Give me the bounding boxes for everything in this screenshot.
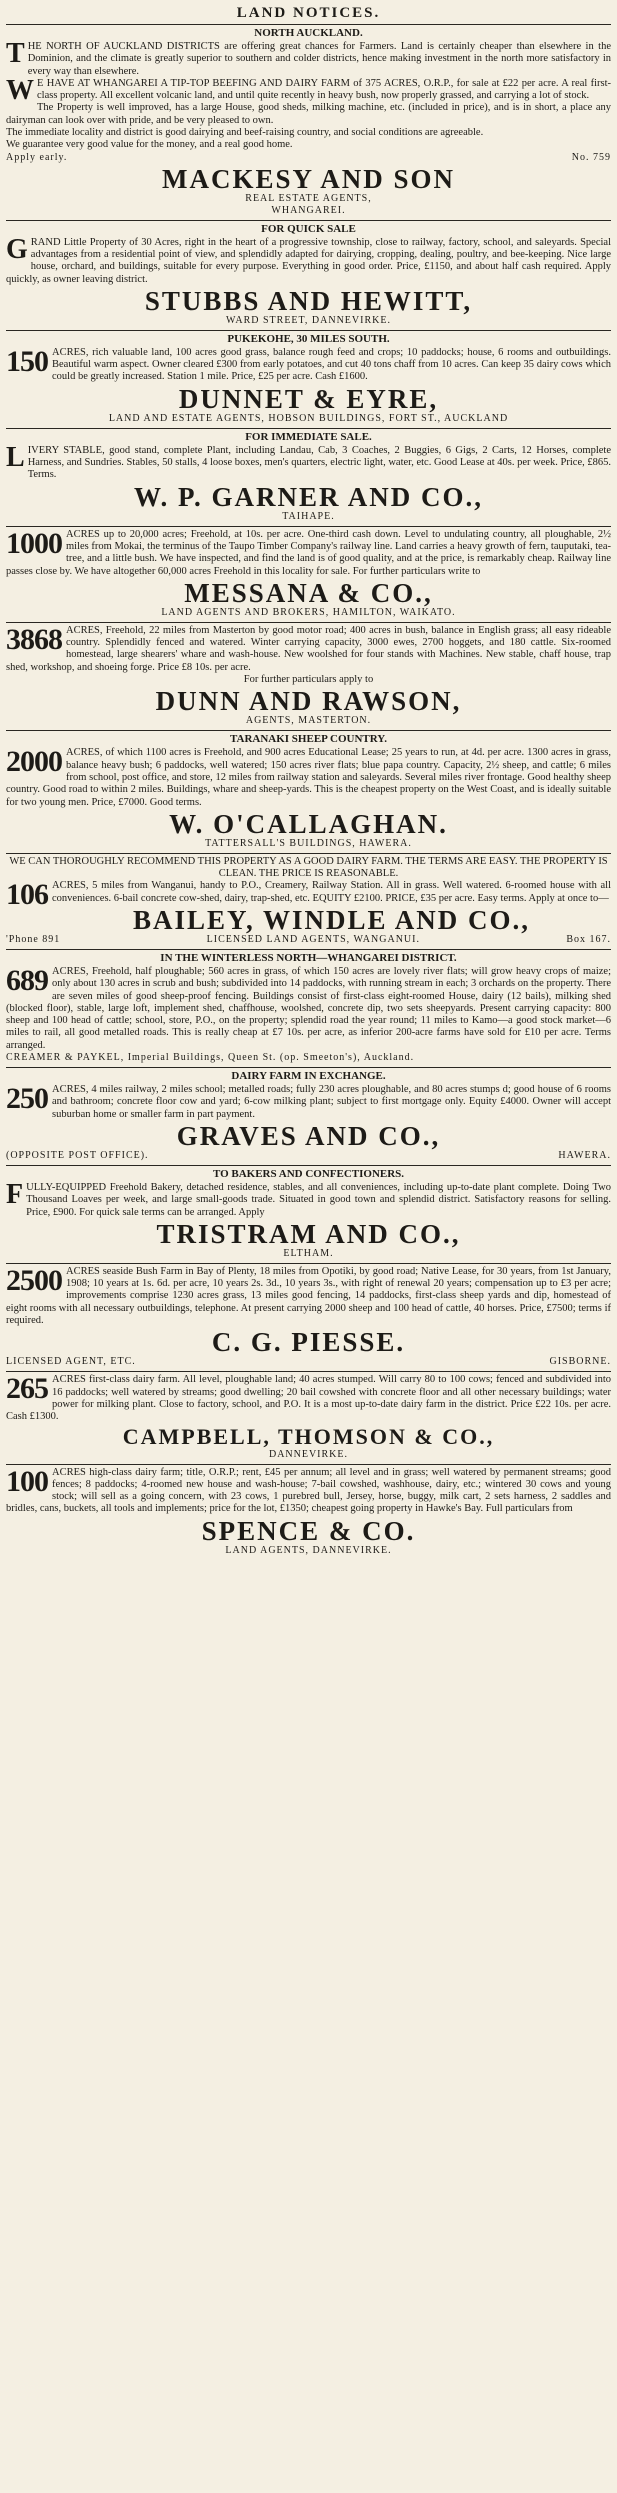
- firm-address-row: [6, 1150, 611, 1162]
- notice-paragraph: THE NORTH OF AUCKLAND DISTRICTS are offering great chances for Farmers. Land is certainly cheaper than elsewhere in the Dominion, and the climate is greatly superior to southern and colder districts, hence making investment in the north more satisfactory in every way than elsewhere.: [6, 38, 611, 77]
- notice-paragraph: ACRES, Freehold, 22 miles from Masterton by good motor road; 400 acres in bush, balance in English grass; all easy rideable country. Splendidly fenced and watered. Winter carrying capacity, 3000 ewes, 2700 hoggets, and 180 cattle. Six-roomed homestead, large shearers' whare and wash-house. New woolshed for four stands with Machines. New stable, chaff house, trap shed, workshop, and shoeing forge. Price £8 10s. per acre.: [6, 624, 611, 673]
- notice-paragraph: WE HAVE AT WHANGAREI A TIP-TOP BEEFING AND DAIRY FARM of 375 ACRES, O.R.P., for sale at £22 per acre. A real first-class property. All excellent volcanic land, and until quite recently in heavy bush, now properly grassed, and carrying a lot of stock.: [6, 74, 611, 106]
- notice-paragraph: WE CAN THOROUGHLY RECOMMEND THIS PROPERTY AS A GOOD DAIRY FARM. THE TERMS ARE EASY. THE PROPERTY IS CLEAN. THE PRICE IS REASONABLE.: [9, 855, 608, 880]
- ref-number: No. 759: [571, 151, 611, 163]
- firm-address: ELTHAM.: [283, 1247, 334, 1259]
- notice-paragraph: ACRES, 5 miles from Wanganui, handy to P.O., Creamery, Railway Station. All in grass. Well watered. 6-roomed house with all conveniences. 6-bail concrete cow-shed, dairy, trap-shed, etc. EQUITY £2100. PRICE, £35 per acre. Easy terms. Apply at once to—: [52, 880, 611, 904]
- firm-town: GISBORNE.: [549, 1356, 611, 1368]
- firm-address: LAND AND ESTATE AGENTS, HOBSON BUILDINGS, FORT ST., AUCKLAND: [108, 412, 509, 424]
- notice-dairy-exchange: [6, 1070, 611, 1162]
- notice-paragraph: The Property is well improved, has a large House, good sheds, milking machine, etc. (included in price), and is in short, a place any dairyman can look over with pride, and be very pleased to own.: [6, 102, 611, 126]
- firm-address-row: [6, 934, 611, 946]
- notice-paragraph: ACRES, of which 1100 acres is Freehold, and 900 acres Educational Lease; 25 years to run, at 4d. per acre. 1300 acres in grass, balance heavy bush; 6 paddocks, well watered; 150 acres river flats; blue papa country. Capacity, 2½ sheep, and cattle; 6 miles from school, post office, and store, 12 miles from railway station and saleyards. Several miles river frontage. Good healthy sheep country. Good road to within 2 miles. Buildings, whare and sheep-yards. This is the cheapest property on the West Coast, and is ideally suitable for two young men. Price, £7000. Good terms.: [6, 747, 611, 808]
- firm-address: TAIHAPE.: [282, 510, 335, 522]
- notice-livery-stable: [6, 431, 611, 523]
- acreage-number: 100: [6, 1464, 48, 1498]
- acreage-number: 1000: [6, 526, 62, 560]
- notice-paragraph: We guarantee very good value for the money, and a real good home.: [6, 139, 293, 151]
- notice-mokai: [6, 526, 611, 619]
- notice-divider: [6, 220, 611, 221]
- notice-divider: [6, 526, 611, 527]
- notice-paragraph: ACRES, 4 miles railway, 2 miles school; metalled roads; fully 230 acres ploughable, and 80 acres stumps d; good house of 6 rooms and bathroom; concrete floor cow and yard; 6-cow milking plant; subject to first mortgage only. Equity £4000. Owner will accept suburban home or smaller farm in part payment.: [52, 1084, 611, 1120]
- acreage-number: 2000: [6, 745, 62, 779]
- notice-paragraph: LIVERY STABLE, good stand, complete Plant, including Landau, Cab, 3 Coaches, 2 Buggies, 6 Gigs, 2 Carts, 12 Horses, complete Harness, and Sundries. Stables, 50 stalls, 4 loose boxes, men's quarters, electric light, water, etc. Good Lease at 40s. per week. Price, £865. Terms.: [6, 441, 611, 481]
- firm-address: WARD STREET, DANNEVIRKE.: [226, 314, 391, 326]
- firm-address-row: [6, 1356, 611, 1368]
- notice-paragraph: ACRES, rich valuable land, 100 acres good grass, balance rough feed and crops; 10 paddocks; house, 6 rooms and outbuildings. Beautiful warm aspect. Owner cleared £300 from early potatoes, and cut 40 tons chaff from 10 acres. Can keep 35 dairy cows which could be greatly increased. Station 1 mile. Price, £25 per acre. Cash £1600.: [52, 346, 611, 383]
- firm-name: CAMPBELL, THOMSON & CO.,: [122, 1423, 495, 1449]
- notice-subtitle: PUKEKOHE, 30 MILES SOUTH.: [227, 332, 390, 345]
- notice-divider: [6, 1263, 611, 1264]
- apply-row: [6, 152, 611, 164]
- notice-north-auckland: [6, 27, 611, 217]
- acreage-number: 250: [6, 1082, 48, 1116]
- notice-paragraph: The immediate locality and district is good dairying and beef-raising country, and social conditions are agreeable.: [6, 127, 484, 139]
- acreage-number: 2500: [6, 1263, 62, 1297]
- firm-address: (OPPOSITE POST OFFICE).: [6, 1149, 149, 1161]
- notice-bay-of-plenty: [6, 1263, 611, 1368]
- firm-name: DUNN AND RAWSON,: [155, 686, 462, 717]
- firm-name: STUBBS AND HEWITT,: [144, 285, 473, 316]
- notice-subtitle: FOR IMMEDIATE SALE.: [245, 430, 372, 443]
- acreage-number: 106: [6, 878, 48, 912]
- firm-name: BAILEY, WINDLE AND CO.,: [132, 904, 531, 935]
- firm-address: LAND AGENTS AND BROKERS, HAMILTON, WAIKATO.: [161, 606, 456, 618]
- box-number: Box 167.: [566, 933, 611, 945]
- notice-divider: [6, 1067, 611, 1068]
- notice-divider: [6, 622, 611, 623]
- notice-subtitle: DAIRY FARM IN EXCHANGE.: [231, 1070, 386, 1083]
- notice-subtitle: NORTH AUCKLAND.: [254, 27, 363, 39]
- notice-paragraph: ACRES high-class dairy farm; title, O.R.P.; rent, £45 per annum; all level and in grass; well watered by permanent streams; good fences; 8 paddocks; 4-roomed new house and wash-house; 7-bail cowshed, washhouse, dairy, etc.; wintered 30 cows and young stock; will sell as a going concern, with 23 cows, 1 purebred bull, Jersey, horse, buggy, milk cart, 2 sets harness, 2 saddles and bridles, cans, buckets, all tools and implements; price for the lot, £1350; cheapest going property in Hawke's Bay. Full particulars from: [6, 1466, 611, 1515]
- notice-paragraph: ACRES, Freehold, half ploughable; 560 acres in grass, of which 150 acres are lovely river flats; will grow heavy crops of maize; only about 130 acres in scrub and bush; subdivided into 14 paddocks, with running stream in each; 3 orchards on the property. There are seven miles of good sheep-proof fencing. Buildings consist of first-class eight-roomed House, dairy (12 bails), milking shed (blocked floor), stable, large loft, implement shed, chaffhouse, woolshed, concrete dip, two sets sheepyards. Present carrying capacity: 800 sheep and 100 head of cattle; school, store, P.O., on the property; splendid road the year round; 11 miles to Kamo—a good stock market—6 miles to rail, all good metalled roads. This is really cheap at £7 10s. per acre, as inferior 200-acre farms have sold for £10 per acre. Terms arranged.: [6, 965, 611, 1051]
- firm-address: LICENSED AGENT, ETC.: [6, 1356, 136, 1368]
- firm-name: GRAVES AND CO.,: [176, 1120, 441, 1151]
- firm-town: HAWERA.: [558, 1149, 611, 1161]
- firm-name: MACKESY AND SON: [161, 163, 456, 194]
- notice-subtitle: TARANAKI SHEEP COUNTRY.: [229, 733, 387, 746]
- notice-divider: [6, 853, 611, 854]
- firm-address: LAND AGENTS, DANNEVIRKE.: [225, 1544, 392, 1556]
- acreage-number: 689: [6, 963, 48, 997]
- firm-name: W. P. GARNER AND CO.,: [133, 481, 484, 512]
- notice-divider: [6, 1165, 611, 1166]
- firm-town: WHANGAREI.: [271, 204, 346, 216]
- firm-name: SPENCE & CO.: [201, 1515, 416, 1546]
- firm-address: REAL ESTATE AGENTS,: [245, 192, 372, 204]
- page-header: LAND NOTICES.: [236, 5, 381, 21]
- notice-bakery: [6, 1168, 611, 1260]
- notice-wanganui: [6, 856, 611, 946]
- notice-divider: [6, 428, 611, 429]
- firm-address: DANNEVIRKE.: [268, 1448, 349, 1460]
- firm-name: W. O'CALLAGHAN.: [169, 808, 448, 839]
- notice-pukekohe: [6, 333, 611, 425]
- notice-paragraph: ACRES first-class dairy farm. All level, ploughable land; 40 acres stumped. Will carry 80 to 100 cows; fenced and subdivided into 16 paddocks; well watered by streams; good dwelling; 20 bail cowshed with concrete floor and all other necessary buildings; water power for milking plant. Close to factory, school, and P.O. It is a most up-to-date dairy farm in the district. Price £22 10s. per acre. Cash £1300.: [6, 1374, 611, 1423]
- acreage-number: 265: [6, 1372, 48, 1406]
- firm-name: DUNNET & EYRE,: [178, 383, 439, 414]
- notice-hawkes-bay: [6, 1464, 611, 1557]
- notice-divider: [6, 949, 611, 950]
- notice-divider: [6, 1371, 611, 1372]
- acreage-number: 3868: [6, 622, 62, 656]
- phone-number: 'Phone 891: [6, 933, 61, 945]
- notice-divider: [6, 1464, 611, 1465]
- newspaper-page: [6, 0, 611, 2489]
- notice-divider: [6, 330, 611, 331]
- firm-address: TATTERSALL'S BUILDINGS, HAWERA.: [205, 837, 412, 849]
- firm-address: AGENTS, MASTERTON.: [245, 715, 372, 727]
- firm-address: LICENSED LAND AGENTS, WANGANUI.: [206, 933, 420, 945]
- notice-subtitle: FOR QUICK SALE: [261, 222, 356, 235]
- notice-paragraph: FULLY-EQUIPPED Freehold Bakery, detached residence, stables, and all conveniences, including up-to-date plant complete. Doing Two Thousand Loaves per week, and large small-goods trade. Situated in good town and splendid district. Satisfactory reasons for selling. Price, £900. For quick sale terms can be arranged. Apply: [6, 1178, 611, 1218]
- notice-paragraph: ACRES seaside Bush Farm in Bay of Plenty, 18 miles from Opotiki, by good road; Native Lease, for 30 years, from 1st January, 1908; 10 years at 1s. 6d. per acre, 10 years 2s. 3d., 10 years 3s., with right of renewal 20 years; compensation up to £3 per acre; improvements comprise 1230 acres grass, 13 miles good fencing, 14 paddocks, first-class sheep yards and dip, homestead of eight rooms with all necessary outbuildings, telephone. At present carrying 2000 sheep and 100 head of cattle, 40 horses. Price, £7500; terms if required.: [6, 1265, 611, 1327]
- notice-masterton: [6, 622, 611, 727]
- firm-name: MESSANA & CO.,: [184, 577, 433, 608]
- firm-name: TRISTRAM AND CO.,: [156, 1218, 461, 1249]
- notice-taranaki: [6, 733, 611, 849]
- notice-divider: [6, 730, 611, 731]
- firm-address: CREAMER & PAYKEL, Imperial Buildings, Queen St. (op. Smeeton's), Auckland.: [6, 1052, 415, 1064]
- notice-whangarei-district: [6, 952, 611, 1064]
- header-rule: [6, 24, 611, 25]
- notice-quick-sale: [6, 223, 611, 327]
- apply-text: Apply early.: [6, 151, 68, 163]
- notice-paragraph: For further particulars apply to: [243, 674, 374, 686]
- notice-subtitle: TO BAKERS AND CONFECTIONERS.: [212, 1167, 405, 1180]
- notice-subtitle: IN THE WINTERLESS NORTH—WHANGAREI DISTRICT.: [160, 951, 457, 964]
- acreage-number: 150: [6, 344, 48, 378]
- notice-paragraph: ACRES up to 20,000 acres; Freehold, at 10s. per acre. One-third cash down. Level to undulating country, all ploughable, 2½ miles from Mokai, the terminus of the Taupo Timber Company's railway line. Land carries a heavy growth of fern, tauputaki, tea-tree, and a little bush. We have inspected, and find the land is of good quality, and at the price, is remarkably cheap. Railway line passes close by. We have altogether 60,000 acres Freehold in this locality for sale. For further particulars write to: [6, 528, 611, 577]
- notice-paragraph: GRAND Little Property of 30 Acres, right in the heart of a progressive township, close to railway, factory, school, and saleyards. Special advantages from a residential point of view, and splendidly adapted for dairying, cropping, dealing, poultry, and bee-keeping. Nice large house, orchard, and buildings, suitable for every purpose. Everything in good order. Price, £1150, and about half cash required. Apply quickly, as owner leaving district.: [6, 233, 611, 285]
- firm-name: C. G. PIESSE.: [211, 1327, 406, 1358]
- notice-dannevirke-dairy: [6, 1374, 611, 1460]
